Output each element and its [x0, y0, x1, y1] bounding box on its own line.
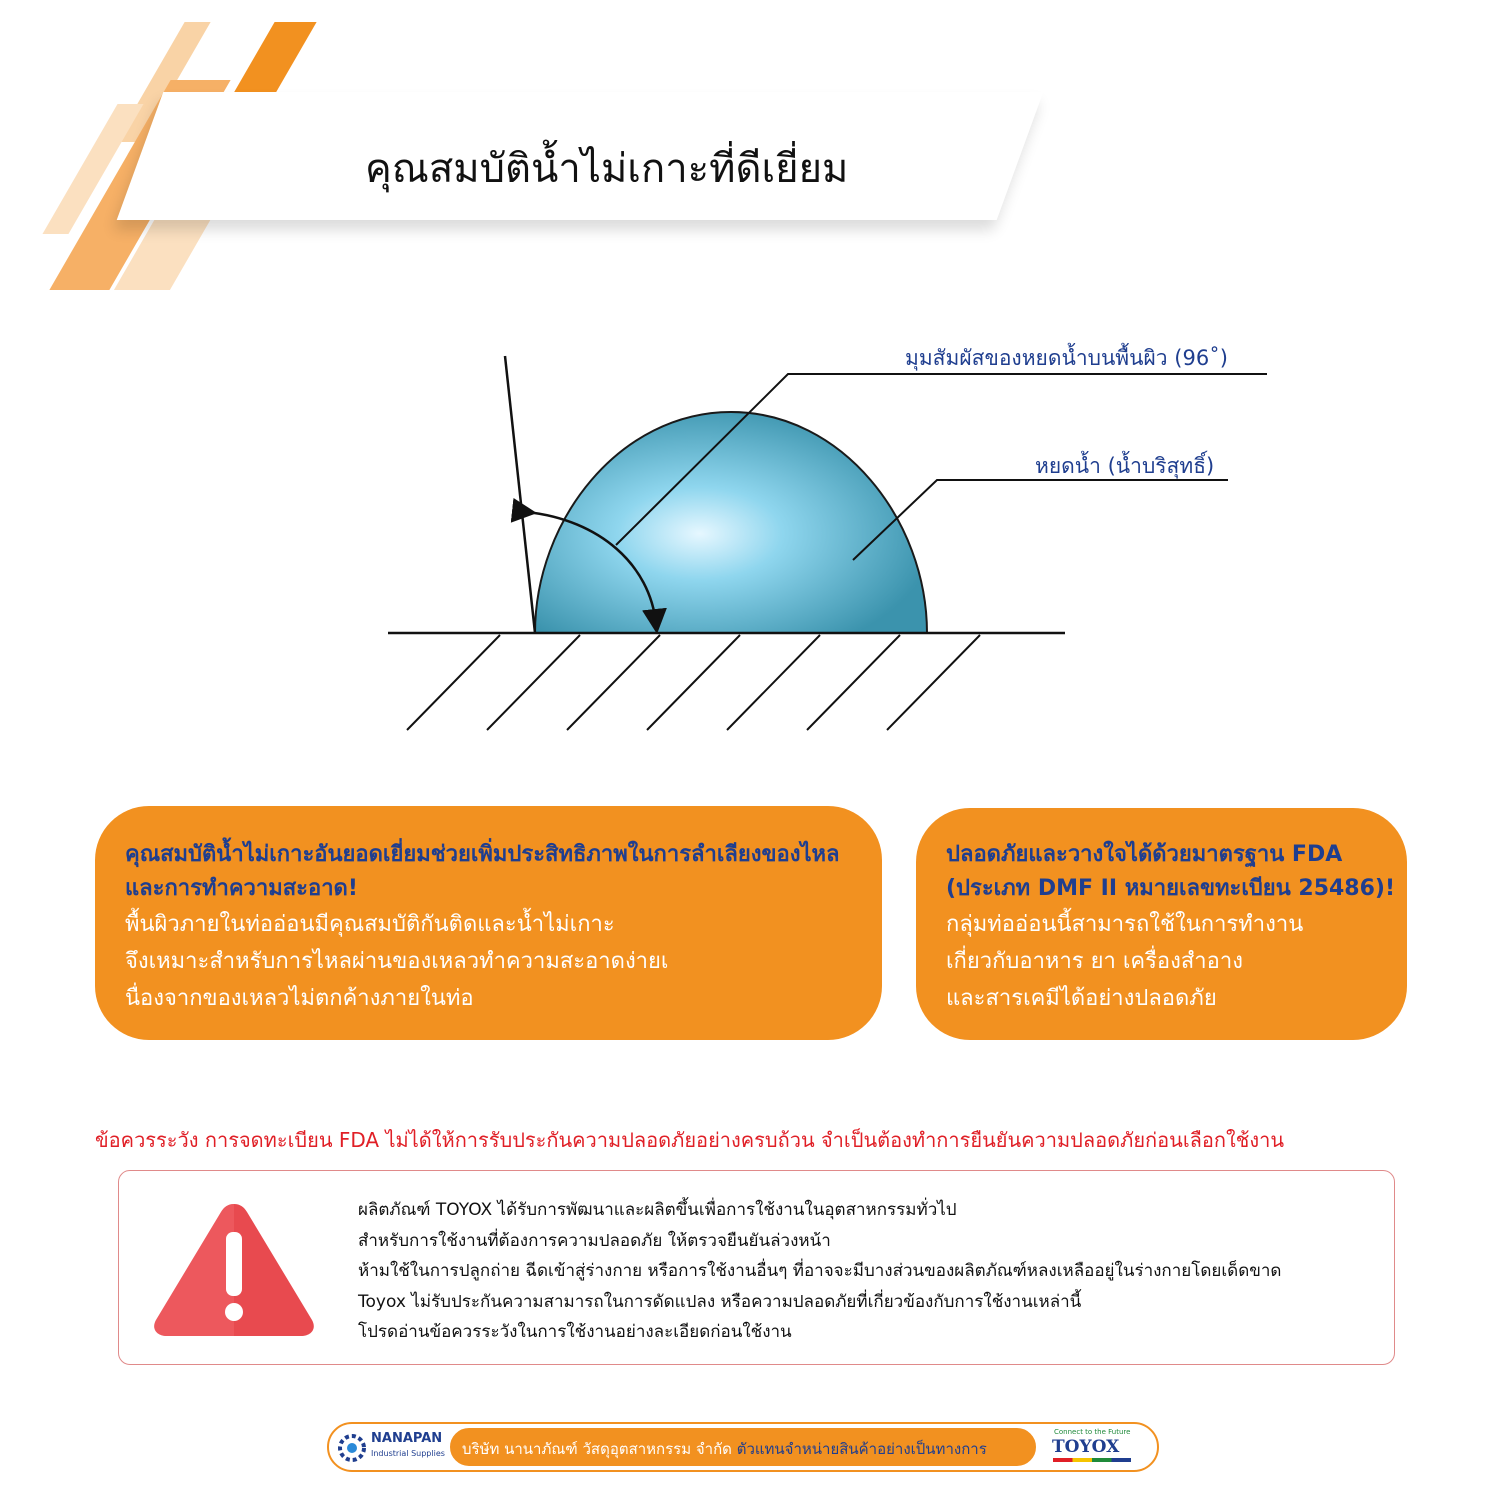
warning-triangle-icon — [150, 1198, 318, 1338]
card-body-line: จึงเหมาะสำหรับการไหลผ่านของเหลวทำความสะอาดง่ายเ — [125, 949, 669, 974]
nanapan-name: NANAPAN — [371, 1431, 443, 1446]
company-name: บริษัท นานาภัณฑ์ วัสดุอุตสาหกรรม จำกัด — [462, 1440, 732, 1458]
toyox-tagline: Connect to the Future — [1054, 1428, 1131, 1436]
warning-line: Toyox ไม่รับประกันความสามารถในการดัดแปลง หรือความปลอดภัยที่เกี่ยวข้องกับการใช้งานเหล่านี้ — [358, 1291, 1082, 1312]
card-heading: คุณสมบัติน้ำไม่เกาะอันยอดเยี่ยมช่วยเพิ่มประสิทธิภาพในการลำเลียงของไหล — [125, 842, 840, 867]
contact-angle-label: มุมสัมผัสของหยดน้ำบนพื้นผิว (96˚) — [905, 346, 1228, 370]
warning-line: โปรดอ่านข้อควรระวังในการใช้งานอย่างละเอียดก่อนใช้งาน — [358, 1322, 792, 1342]
warning-line: ห้ามใช้ในการปลูกถ่าย ฉีดเข้าสู่ร่างกาย หรือการใช้งานอื่นๆ ที่อาจจะมีบางส่วนของผลิตภัณฑ์หลงเหลืออยู่ในร่างกายโดยเด็ดขาด — [358, 1261, 1282, 1281]
droplet-label: หยดน้ำ (น้ำบริสุทธิ์) — [1035, 454, 1215, 478]
card-body-line: กลุ่มท่ออ่อนนี้สามารถใช้ในการทำงาน — [946, 912, 1304, 937]
caution-text: ข้อควรระวัง การจดทะเบียน FDA ไม่ได้ให้การรับประกันความปลอดภัยอย่างครบถ้วน จำเป็นต้องทำการยืนยันความปลอดภัยก่อนเลือกใช้งาน — [95, 1128, 1285, 1152]
tangent-line — [505, 356, 535, 633]
surface-hatching — [407, 635, 980, 730]
card-heading: และการทำความสะอาด! — [125, 876, 358, 901]
warning-text — [358, 1195, 1281, 1348]
info-card-non-stick — [95, 806, 882, 1040]
toyox-logo: TOYOX — [1052, 1437, 1120, 1457]
card-body-line: เกี่ยวกับอาหาร ยา เครื่องสำอาง — [946, 949, 1243, 974]
toyox-color-bar — [1053, 1458, 1131, 1462]
card-body-line: นื่องจากของเหลวไม่ตกค้างภายในท่อ — [125, 986, 474, 1011]
official-dealer: ตัวแทนจำหน่ายสินค้าอย่างเป็นทางการ — [736, 1440, 987, 1458]
footer-company-text — [462, 1437, 987, 1461]
nanapan-logo-icon — [336, 1433, 368, 1463]
nanapan-subtitle: Industrial Supplies — [371, 1449, 445, 1458]
warning-line: สำหรับการใช้งานที่ต้องการความปลอดภัย ให้ตรวจยืนยันล่วงหน้า — [358, 1230, 831, 1251]
card-body-line: พื้นผิวภายในท่ออ่อนมีคุณสมบัติกันติดและน้ำไม่เกาะ — [125, 912, 615, 937]
page-title: คุณสมบัติน้ำไม่เกาะที่ดีเยี่ยม — [365, 146, 849, 192]
warning-line: ผลิตภัณฑ์ TOYOX ได้รับการพัฒนาและผลิตขึ้นเพื่อการใช้งานในอุตสาหกรรมทั่วไป — [358, 1200, 957, 1220]
card-heading: (ประเภท DMF II หมายเลขทะเบียน 25486)! — [946, 876, 1396, 901]
info-card-fda — [916, 808, 1407, 1040]
water-droplet — [535, 412, 927, 633]
card-body-line: และสารเคมีได้อย่างปลอดภัย — [946, 986, 1217, 1011]
card-heading: ปลอดภัยและวางใจได้ด้วยมาตรฐาน FDA — [946, 842, 1343, 867]
